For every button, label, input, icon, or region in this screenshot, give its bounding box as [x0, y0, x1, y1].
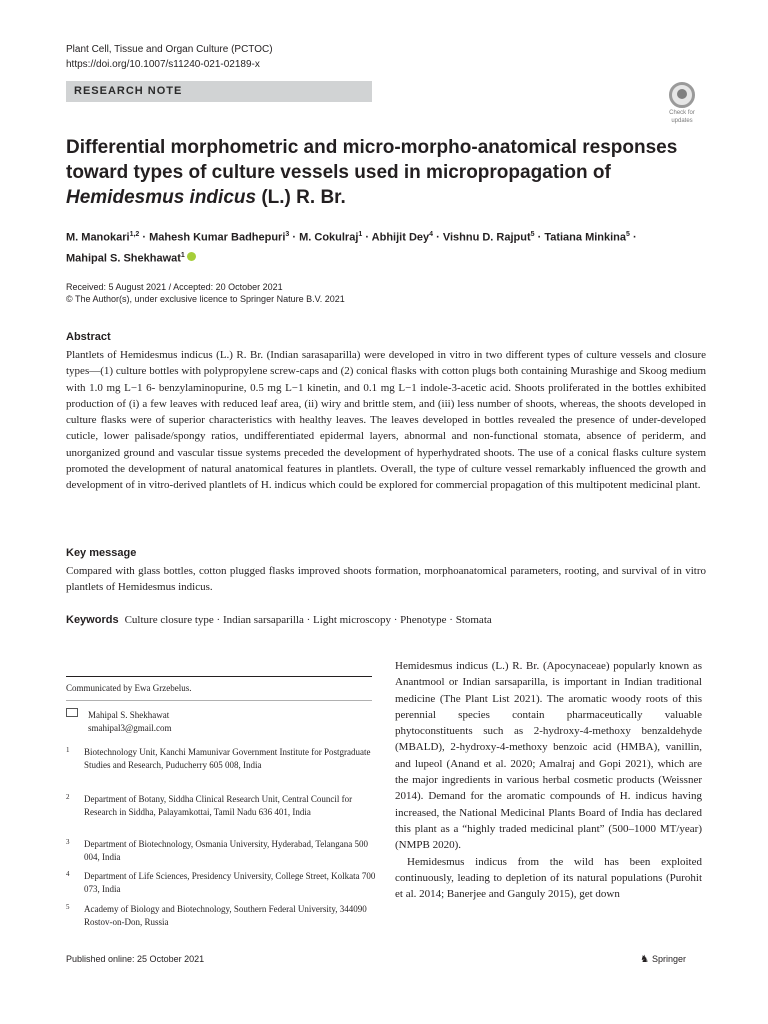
doi-link[interactable]: https://doi.org/10.1007/s11240-021-02189-x — [66, 59, 260, 70]
affiliation-text: Biotechnology Unit, Kanchi Mamunivar Government Institute for Postgraduate Studies and Research, Puducherry 605 008, India — [84, 747, 371, 770]
affiliation-text: Department of Life Sciences, Presidency University, College Street, Kolkata 700 073, India — [84, 871, 376, 894]
author: M. Manokari — [66, 231, 130, 244]
footnote-divider — [66, 676, 372, 677]
author-aff: 5 — [530, 231, 535, 238]
author-aff: 1 — [358, 231, 363, 238]
affiliation-text: Academy of Biology and Biotechnology, Southern Federal University, 344090 Rostov-on-Don, Russia — [84, 904, 367, 927]
affiliation-text: Department of Botany, Siddha Clinical Research Unit, Central Council for Research in Siddha, Palayamkottai, Tamil Nadu 636 401, India — [84, 794, 353, 817]
author-aff: 3 — [285, 231, 290, 238]
author-aff: 4 — [429, 231, 434, 238]
affiliation-number: 2 — [66, 793, 70, 801]
keywords-text: Culture closure type · Indian sarsaparilla · Light microscopy · Phenotype · Stomata — [124, 614, 492, 626]
keywords-label: Keywords — [66, 614, 119, 626]
check-for-updates-badge[interactable] — [662, 82, 702, 124]
article-title — [66, 135, 706, 210]
author-list: M. Manokari$^{1,2}$ · Mahesh Kumar Badhepuri$^3$ · M. Cokulraj$^1$ · Abhijit Dey$^4$ · Vishnu D. Rajput$^5$ · Tatiana Minkina$^5$ · Mahipal S. Shekhawat$^1$ — [66, 231, 637, 265]
key-message-text: Compared with glass bottles, cotton plugged flasks improved shoots formation, morphoanatomical parameters, rooting, and survival of in vitro plantlets of Hemidesmus indicus. — [66, 565, 706, 593]
affiliation-number: 1 — [66, 746, 70, 754]
journal-name: Plant Cell, Tissue and Organ Culture (PCTOC) — [66, 44, 273, 55]
author: Abhijit Dey — [371, 231, 430, 244]
author: Mahipal S. Shekhawat — [66, 252, 181, 265]
affiliation-number: 3 — [66, 838, 70, 846]
affiliation — [66, 903, 376, 929]
author: Vishnu D. Rajput — [442, 231, 531, 244]
badge-label-2: updates — [671, 118, 693, 124]
springer-horse-icon: ♞ — [640, 954, 649, 965]
abstract-text: Plantlets of Hemidesmus indicus (L.) R. Br. (Indian sarasaparilla) were developed in vitro in two different types of culture vessels and closure types—(1) culture bottles with polypropylene screw-caps and (2) conical flasks with cotton plugs both containing Murashige and Skoog medium with 1.0 mg L−1 6- benzylaminopurine, 0.5 mg L−1 kinetin, and 0.1 mg L−1 indole-3-acetic acid. Shoots proliferated in the bottles exhibited production of (i) a few leaves with reduced leaf area, (ii) wiry and brittle stem, and (iii) less number of shoots, whereas, the shoots developed in culture flasks were of superior characteristics with healthy leaves. The leaves developed in bottles revealed the presence of under-developed cuticle, lower palisade/spongy ratios, undifferentiated epidermal layers, abnormal and non-functional stomata, absence of periderm, and unorganized ground and vascular tissue systems preceded the development of hyperhydrated shoots. The use of a conical flasks culture system promoted the development of natural anatomical features in plantlets. Overall, the type of culture vessel remarkably influenced the growth and development of in vitro-derived plantlets of H. indicus which could be explored for commercial propagation of this multipotent medicinal plant. — [66, 349, 706, 492]
affiliation-text: Department of Biotechnology, Osmania University, Hyderabad, Telangana 500 004, India — [84, 839, 368, 862]
abstract-heading: Abstract — [66, 331, 111, 343]
copyright: © The Author(s), under exclusive licence to Springer Nature B.V. 2021 — [66, 294, 345, 304]
keywords — [66, 612, 706, 628]
title-part-2: (L.) R. Br. — [256, 187, 346, 208]
badge-label-1: Check for — [669, 110, 695, 116]
corresponding-author — [66, 708, 172, 735]
author-aff: 1,2 — [129, 231, 140, 238]
corresponding-email[interactable]: smahipal3@gmail.com — [88, 723, 172, 733]
received-accepted: Received: 5 August 2021 / Accepted: 20 October 2021 — [66, 282, 283, 292]
key-message-heading: Key message — [66, 547, 137, 559]
article-type-bar: RESEARCH NOTE — [66, 81, 372, 102]
publisher-name: Springer — [651, 954, 686, 964]
journal-header — [66, 42, 273, 72]
affiliation — [66, 870, 376, 896]
author: Mahesh Kumar Badhepuri — [149, 231, 286, 244]
body-paragraph-2: Hemidesmus indicus from the wild has been exploited continuously, leading to depletion of its natural populations (Purohit et al. 2014; Banerjee and Ganguly 2015), get down — [395, 855, 702, 901]
published-date: Published online: 25 October 2021 — [66, 954, 205, 964]
title-species: Hemidesmus indicus — [66, 187, 257, 208]
body-text — [395, 658, 702, 902]
communicated-by: Communicated by Ewa Grzebelus. — [66, 683, 192, 693]
author: Tatiana Minkina — [544, 231, 627, 244]
title-part-1: Differential morphometric and micro-morpho-anatomical responses toward types of culture vessels used in micropropagation of — [66, 137, 678, 183]
footnote-divider-2 — [66, 700, 372, 701]
body-paragraph-1: Hemidesmus indicus (L.) R. Br. (Apocynaceae) popularly known as Anantmool or Indian sarsaparilla, is important in Indian traditional medicine (The Plant List 2021). The aromatic woody roots of this perennial species contain pharmaceutically valuable phytoconstituents such as 2-hydroxy-4-methoxy benzaldehyde (MBALD), 2-hydroxy-4-methoxy benzoic acid (HMBA), vanillin, and lupeol (Anand et al. 2020; Amalraj and Gopi 2021), which are the major ingredients in various herbal cosmetic products (Weissner 2014). Demand for the aromatic compounds of H. indicus having increased, the National Medicinal Plants Board of India has declared this plant as a “highly traded medicinal plant” (500–1000 MT/year) (NMPB 2020). — [395, 660, 702, 852]
check-updates-icon — [669, 82, 695, 108]
affiliation — [66, 793, 376, 819]
author-aff: 1 — [180, 251, 185, 259]
author: M. Cokulraj — [299, 231, 359, 244]
article-dates — [66, 281, 345, 305]
affiliation — [66, 746, 376, 772]
envelope-icon — [66, 708, 78, 717]
author-aff: 5 — [626, 231, 630, 238]
corresponding-name: Mahipal S. Shekhawat — [88, 710, 170, 720]
affiliation-number: 4 — [66, 870, 70, 878]
publisher-logo — [640, 954, 686, 965]
affiliation — [66, 838, 376, 864]
affiliation-number: 5 — [66, 903, 70, 911]
orcid-icon[interactable] — [187, 252, 196, 261]
